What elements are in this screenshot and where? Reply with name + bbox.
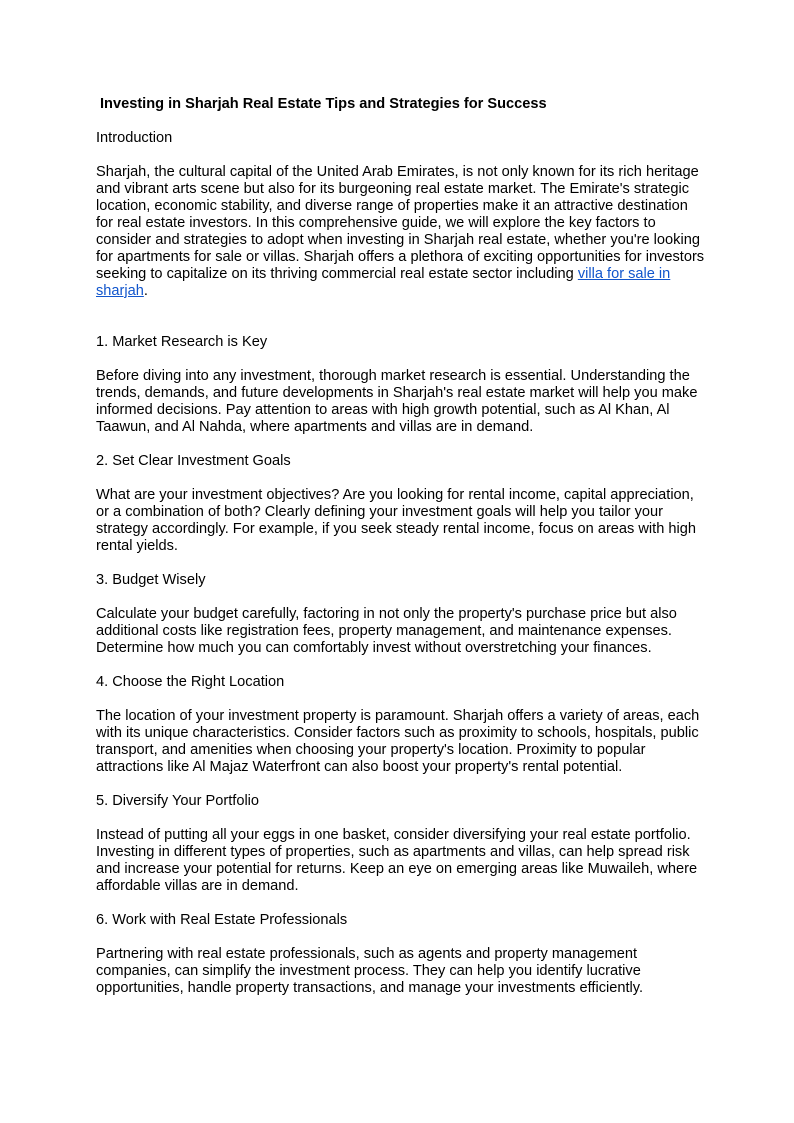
intro-heading: Introduction bbox=[96, 130, 173, 146]
section-heading-portfolio: 5. Diversify Your Portfolio bbox=[96, 793, 260, 809]
section-heading-budget: 3. Budget Wisely bbox=[96, 572, 206, 588]
section-body-portfolio: Instead of putting all your eggs in one basket, consider diversifying your real estate portfolio. Investing in different types of properties, such as apartments and villas, can help spread risk and increase your potential for returns. Keep an eye on emerging areas like Muwaileh, where affordable villas are in demand. bbox=[96, 827, 698, 894]
section-body-budget: Calculate your budget carefully, factoring in not only the property's purchase price but also additional costs like registration fees, property management, and maintenance expenses. Determine how much you can comfortably invest without overstretching your finances. bbox=[96, 606, 677, 656]
document-page bbox=[96, 96, 706, 1014]
document-title: Investing in Sharjah Real Estate Tips and Strategies for Success bbox=[100, 96, 547, 112]
section-body-market-research: Before diving into any investment, thorough market research is essential. Understanding the trends, demands, and future developments in Sharjah's real estate market will help you make informed decisions. Pay attention to areas with high growth potential, such as Al Khan, Al Taawun, and Al Nahda, where apartments and villas are in demand. bbox=[96, 368, 698, 435]
intro-paragraph bbox=[96, 164, 706, 300]
section-heading-location: 4. Choose the Right Location bbox=[96, 674, 285, 690]
section-body-professionals: Partnering with real estate professionals, such as agents and property management companies, can simplify the investment process. They can help you identify lucrative opportunities, handle property transactions, and manage your investments efficiently. bbox=[96, 946, 644, 996]
section-body-investment-goals: What are your investment objectives? Are you looking for rental income, capital appreciation, or a combination of both? Clearly defining your investment goals will help you tailor your strategy accordingly. For example, if you seek steady rental income, focus on areas with high rental yields. bbox=[96, 487, 696, 554]
section-heading-professionals: 6. Work with Real Estate Professionals bbox=[96, 912, 348, 928]
villa-for-sale-link[interactable]: villa for sale in sharjah bbox=[96, 266, 671, 299]
section-heading-investment-goals: 2. Set Clear Investment Goals bbox=[96, 453, 291, 469]
intro-text: Sharjah, the cultural capital of the United Arab Emirates, is not only known for its rich heritage and vibrant arts scene but also for its burgeoning real estate market. The Emirate's strategic location, economic stability, and diverse range of properties make it an attractive destination for real estate investors. In this comprehensive guide, we will explore the key factors to consider and strategies to adopt when investing in Sharjah real estate, whether you're looking for apartments for sale or villas. Sharjah offers a plethora of exciting opportunities for investors seeking to capitalize on its thriving commercial real estate sector including bbox=[96, 164, 705, 282]
section-heading-market-research: 1. Market Research is Key bbox=[96, 334, 268, 350]
spacer bbox=[96, 317, 706, 334]
section-body-location: The location of your investment property is paramount. Sharjah offers a variety of areas, each with its unique characteristics. Consider factors such as proximity to schools, hospitals, public transport, and amenities when choosing your property's location. Proximity to popular attractions like Al Majaz Waterfront can also boost your property's rental potential. bbox=[96, 708, 700, 775]
intro-text-end: . bbox=[143, 283, 148, 299]
